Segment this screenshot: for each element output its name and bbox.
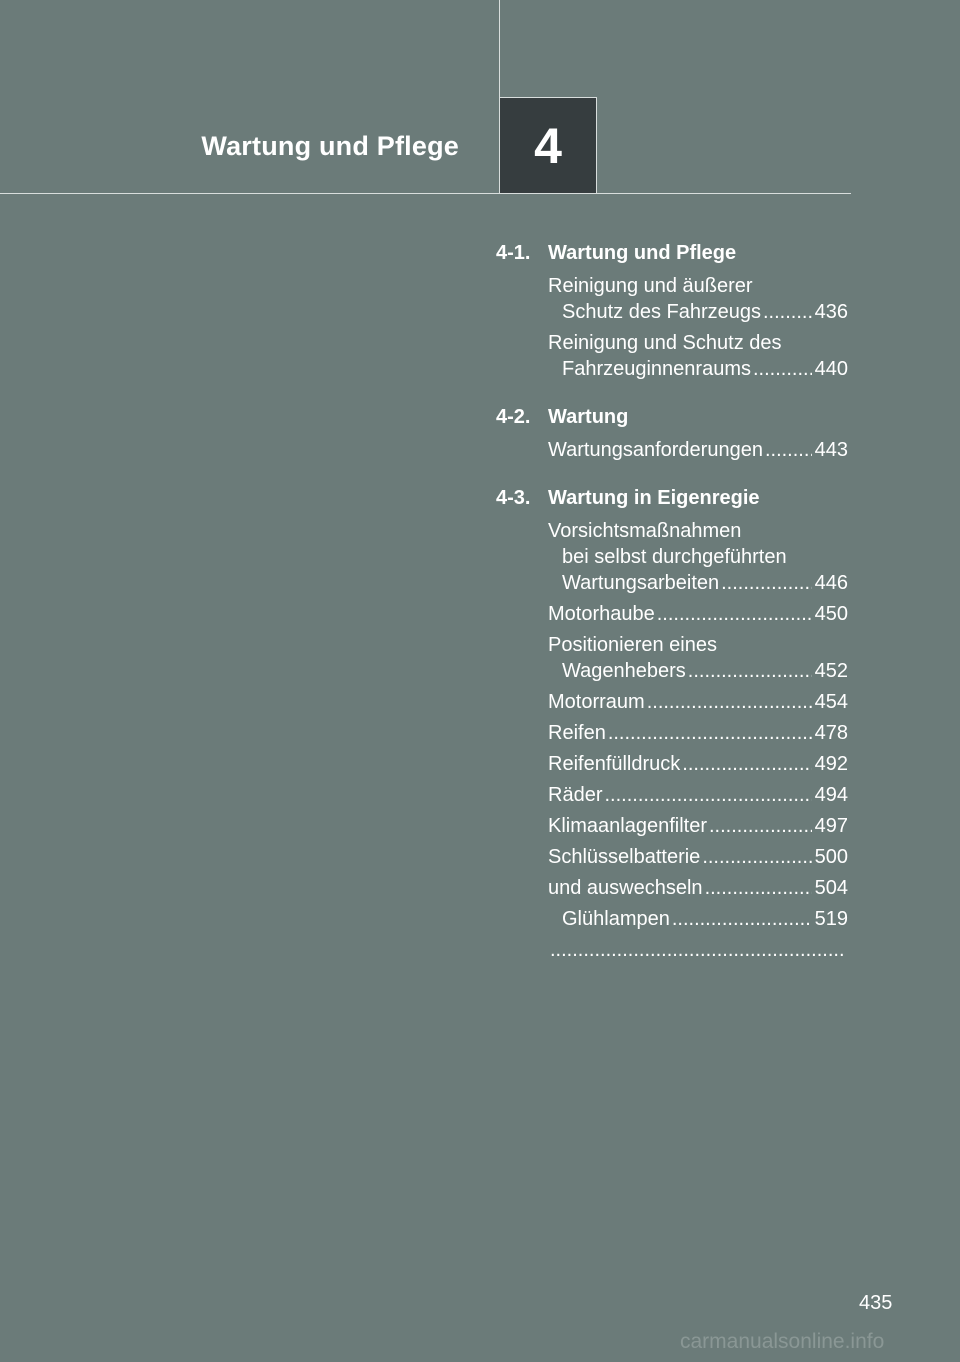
toc-entry[interactable] (548, 906, 848, 932)
toc-entry[interactable] (548, 518, 848, 596)
leader-dots (672, 906, 812, 932)
entry-page: 436 (814, 301, 848, 323)
leader-dots (550, 937, 845, 963)
entry-text-line: Reinigung und Schutz des (548, 332, 782, 354)
toc-section-heading[interactable] (496, 240, 848, 266)
entry-page: 443 (814, 439, 848, 461)
entry-text: Reifenfülldruck (548, 753, 681, 775)
entry-text: Wagenhebers (562, 660, 686, 682)
entry-page: 492 (814, 753, 848, 775)
entry-page: 519 (814, 908, 848, 930)
toc-entry[interactable] (548, 782, 848, 808)
toc-entry[interactable] (548, 813, 848, 839)
toc-section-4-3 (496, 485, 848, 963)
section-number: 4-3. (496, 487, 531, 509)
leader-dots (647, 689, 812, 715)
toc-entry[interactable] (548, 273, 848, 325)
entry-page: 478 (814, 722, 848, 744)
entry-text: Schlüsselbatterie (548, 846, 701, 868)
entry-text: Schutz des Fahrzeugs (562, 301, 761, 323)
entry-text-line: Vorsichtsmaßnahmen (548, 520, 742, 542)
horizontal-rule (0, 193, 851, 194)
leader-dots (709, 813, 812, 839)
toc-entry[interactable] (548, 720, 848, 746)
entry-page: 497 (814, 815, 848, 837)
leader-dots (721, 570, 812, 596)
entry-page: 452 (814, 660, 848, 682)
entry-page: 454 (814, 691, 848, 713)
entry-text: Wartungsarbeiten (562, 572, 720, 594)
watermark: carmanualsonline.info (680, 1330, 885, 1353)
section-title: Wartung und Pflege (548, 242, 737, 264)
toc-entry[interactable] (548, 632, 848, 684)
entry-page: 450 (814, 603, 848, 625)
leader-dots (657, 601, 812, 627)
leader-dots (682, 751, 811, 777)
entry-page: 500 (814, 846, 848, 868)
toc-entry[interactable] (548, 844, 848, 870)
entry-text: Glühlampen (562, 908, 670, 930)
table-of-contents (496, 240, 848, 985)
section-title: Wartung in Eigenregie (548, 487, 760, 509)
toc-section-4-1 (496, 240, 848, 382)
toc-entry[interactable] (548, 875, 848, 901)
entry-page: 446 (814, 572, 848, 594)
toc-entry[interactable] (548, 751, 848, 777)
page-number: 435 (859, 1292, 893, 1314)
chapter-number-box (499, 97, 597, 194)
toc-entry[interactable] (548, 937, 848, 963)
entry-page: 440 (814, 358, 848, 380)
toc-entry[interactable] (548, 601, 848, 627)
entry-text-line: bei selbst durchgeführten (562, 546, 787, 568)
chapter-title: Wartung und Pflege (201, 131, 459, 161)
entry-text: Motorraum (548, 691, 645, 713)
vertical-rule (499, 0, 500, 97)
toc-section-heading[interactable] (496, 404, 848, 430)
section-title: Wartung (548, 406, 629, 428)
leader-dots (753, 356, 812, 382)
toc-entry[interactable] (548, 437, 848, 463)
entry-text: Motorhaube (548, 603, 655, 625)
leader-dots (765, 437, 812, 463)
entry-page: 494 (814, 784, 848, 806)
entry-text-line: Positionieren eines (548, 634, 717, 656)
leader-dots (688, 658, 812, 684)
leader-dots (608, 720, 812, 746)
leader-dots (702, 844, 811, 870)
leader-dots (604, 782, 811, 808)
chapter-number: 4 (534, 117, 562, 174)
entry-text: Klimaanlagenfilter (548, 815, 707, 837)
section-number: 4-2. (496, 406, 531, 428)
entry-text: Wartungsanforderungen (548, 439, 763, 461)
toc-section-4-2 (496, 404, 848, 463)
section-number: 4-1. (496, 242, 531, 264)
entry-page: 504 (814, 877, 848, 899)
entry-text: Fahrzeuginnenraums (562, 358, 751, 380)
entry-text-line: Reinigung und äußerer (548, 275, 753, 297)
toc-entry[interactable] (548, 330, 848, 382)
toc-entry[interactable] (548, 689, 848, 715)
toc-section-heading[interactable] (496, 485, 848, 511)
entry-text: Reifen (548, 722, 606, 744)
leader-dots (763, 299, 812, 325)
entry-text: Räder (548, 784, 603, 806)
leader-dots (705, 875, 812, 901)
entry-text: und auswechseln (548, 877, 703, 899)
